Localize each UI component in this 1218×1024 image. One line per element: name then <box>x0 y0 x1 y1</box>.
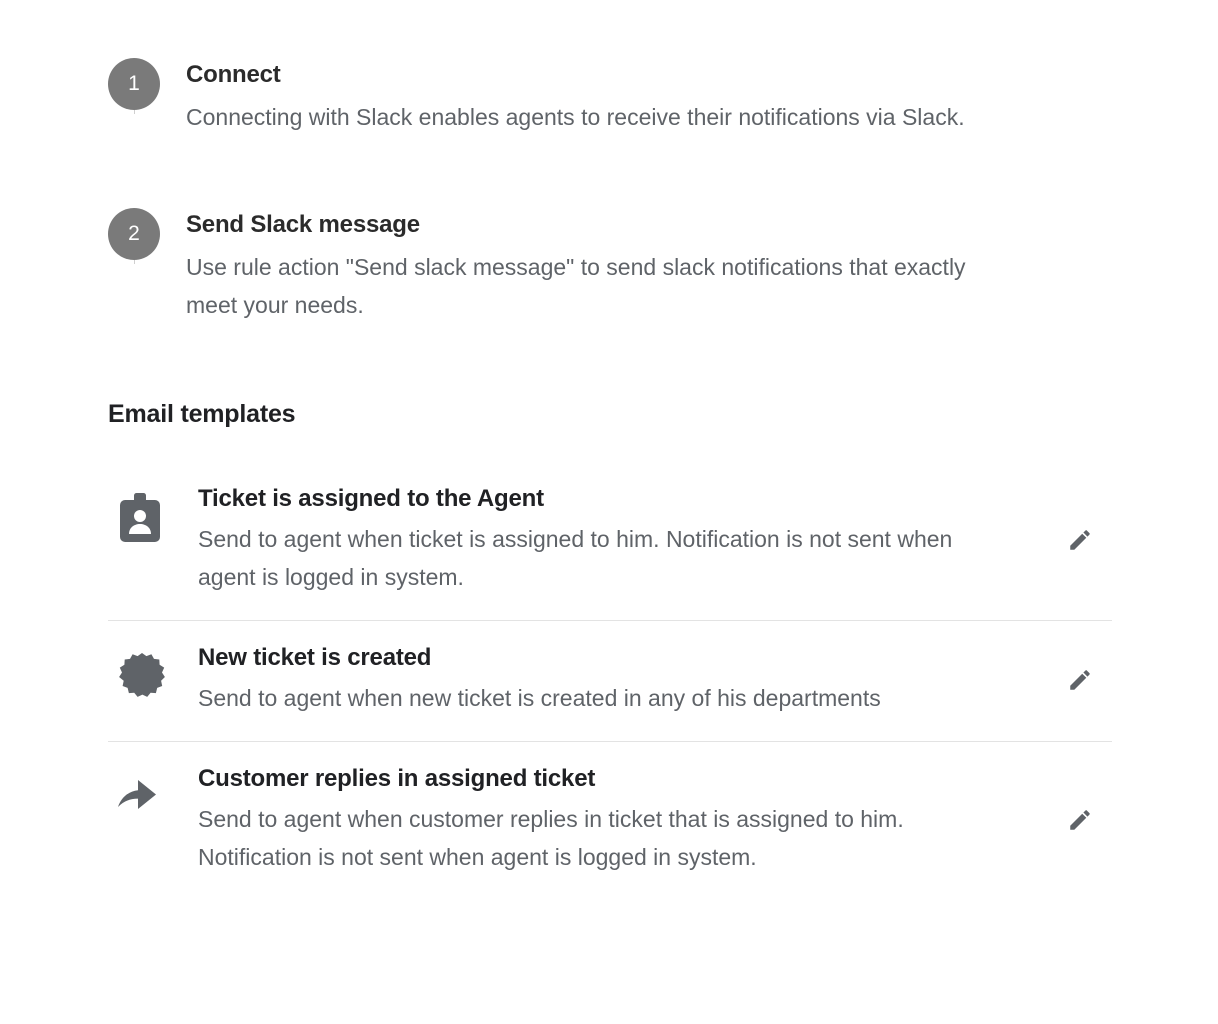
step-marker <box>108 208 160 260</box>
setup-steps <box>108 58 1028 338</box>
template-content <box>198 484 1048 596</box>
template-content <box>198 764 1048 876</box>
reply-arrow-icon <box>108 764 198 818</box>
id-badge-icon <box>108 484 198 544</box>
step-marker <box>108 58 160 110</box>
template-title: Customer replies in assigned ticket <box>198 765 596 792</box>
template-title: Ticket is assigned to the Agent <box>198 485 544 512</box>
step-number-badge: 1 <box>108 58 160 110</box>
pencil-icon[interactable] <box>1048 527 1112 553</box>
step-description: Connecting with Slack enables agents to receive their notifications via Slack. <box>186 104 965 130</box>
step-connector-line <box>134 260 135 264</box>
template-description: Send to agent when customer replies in ticket that is assigned to him. Notification is not sent when agent is logged in system. <box>198 806 904 870</box>
step-body <box>160 58 1028 136</box>
setup-step-2 <box>108 208 1028 338</box>
template-row[interactable] <box>108 621 1112 742</box>
template-row[interactable] <box>108 742 1112 900</box>
template-description: Send to agent when ticket is assigned to him. Notification is not sent when agent is logged in system. <box>198 526 953 590</box>
template-description: Send to agent when new ticket is created in any of his departments <box>198 685 881 711</box>
pencil-icon[interactable] <box>1048 667 1112 693</box>
step-connector-line <box>134 110 135 114</box>
step-body <box>160 208 1028 324</box>
email-templates-list <box>108 462 1112 900</box>
template-title: New ticket is created <box>198 644 432 671</box>
step-description: Use rule action "Send slack message" to send slack notifications that exactly meet your needs. <box>186 254 966 318</box>
step-title: Send Slack message <box>186 211 420 238</box>
template-content <box>198 643 1048 717</box>
step-title: Connect <box>186 61 281 88</box>
setup-step-1 <box>108 58 1028 208</box>
email-templates-heading: Email templates <box>108 400 296 428</box>
pencil-icon[interactable] <box>1048 807 1112 833</box>
gear-icon <box>108 643 198 703</box>
step-number-badge: 2 <box>108 208 160 260</box>
template-row[interactable] <box>108 462 1112 621</box>
